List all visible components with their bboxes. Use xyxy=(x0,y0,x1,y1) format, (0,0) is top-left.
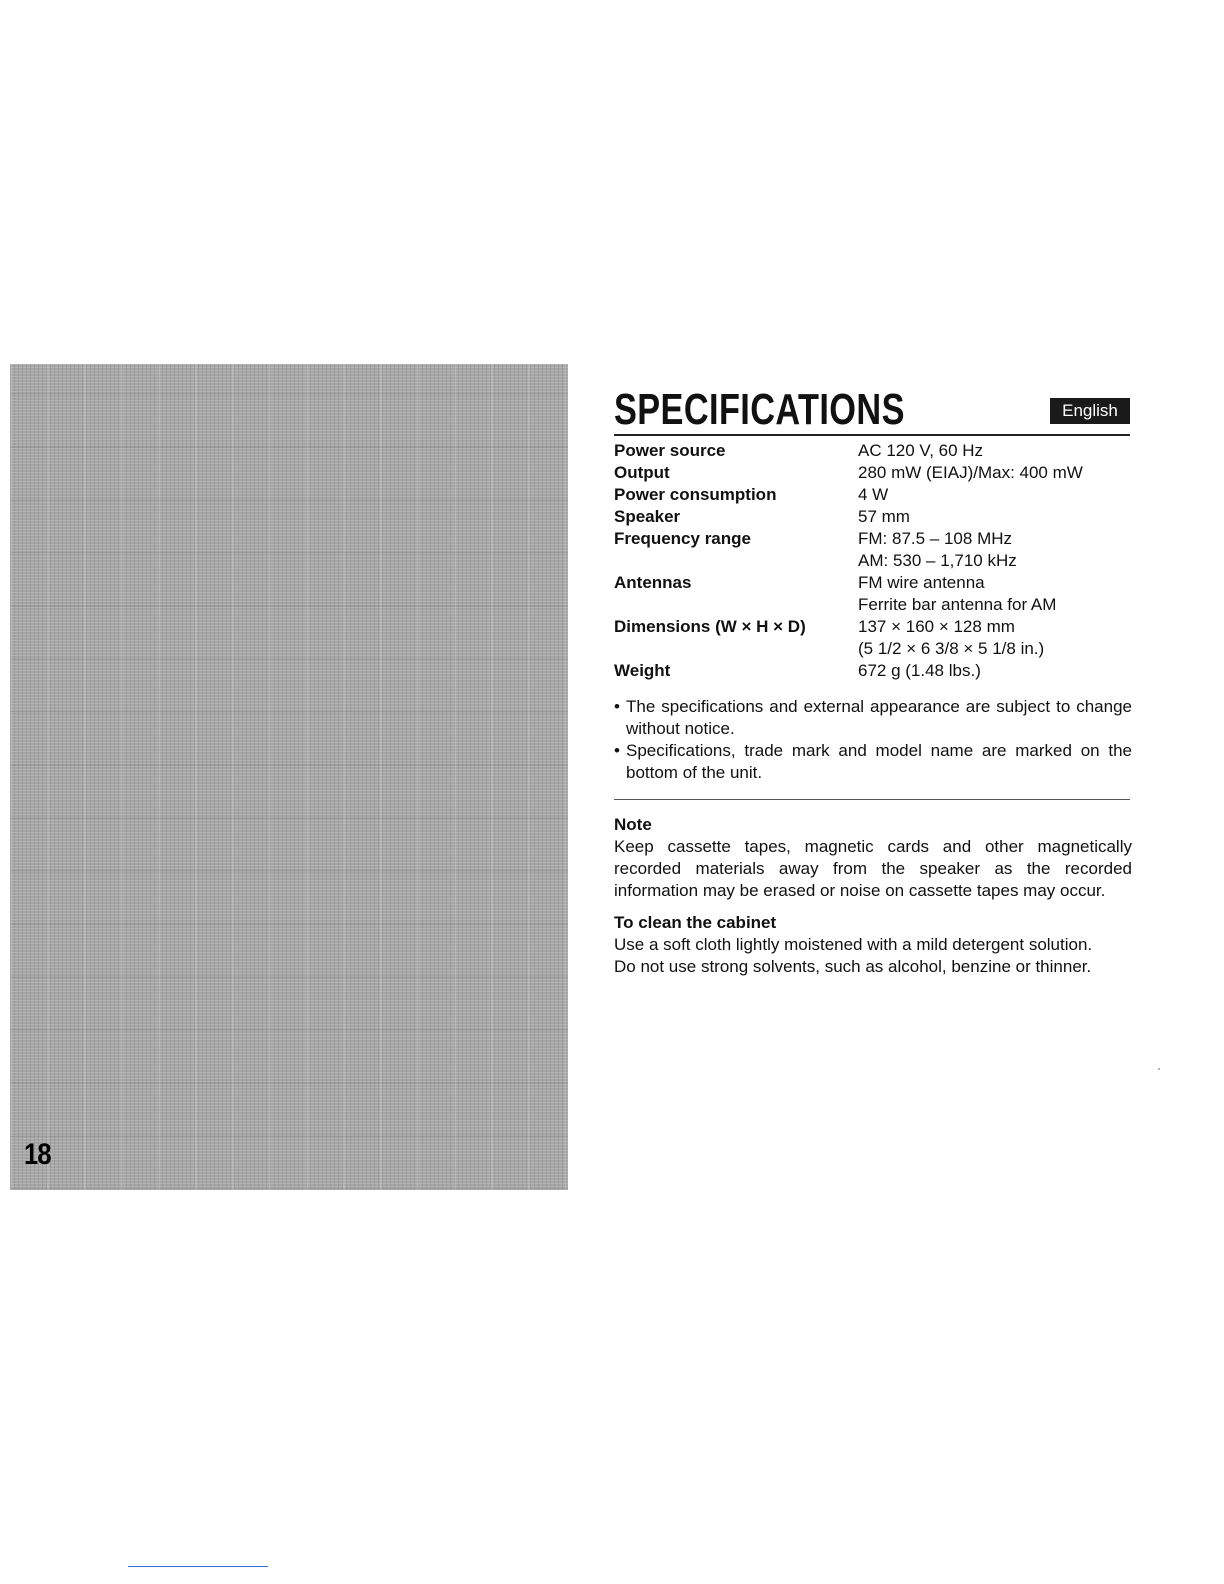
spec-label: Output xyxy=(614,463,670,482)
cleaning-text: Do not use strong solvents, such as alcohol, benzine or thinner. xyxy=(614,957,1092,976)
spec-value-line: 57 mm xyxy=(858,507,910,526)
spec-value xyxy=(858,440,983,462)
spec-value-line: 280 mW (EIAJ)/Max: 400 mW xyxy=(858,463,1083,482)
spec-label: Antennas xyxy=(614,573,692,592)
spec-value-line: AC 120 V, 60 Hz xyxy=(858,441,984,460)
spec-value xyxy=(858,660,981,682)
notes-section xyxy=(614,814,1132,978)
spec-value xyxy=(858,506,910,528)
list-item xyxy=(614,740,1132,784)
spec-notes-list xyxy=(614,696,1132,784)
spec-value xyxy=(858,484,888,506)
note-heading: Note xyxy=(614,815,652,834)
divider xyxy=(614,799,1130,800)
scan-speck xyxy=(1158,1068,1160,1070)
spec-label: Power source xyxy=(614,441,726,460)
spec-label: Power consumption xyxy=(614,485,777,504)
language-badge: English xyxy=(1050,398,1130,424)
spec-value-line: FM wire antenna xyxy=(858,573,985,592)
specifications-table xyxy=(614,440,1134,682)
spec-row-frequency-range xyxy=(614,528,1134,572)
spec-value xyxy=(858,462,1083,484)
spec-row-power-consumption xyxy=(614,484,1134,506)
spec-row-speaker xyxy=(614,506,1134,528)
bullet-icon: • xyxy=(614,697,620,716)
list-item xyxy=(614,696,1132,740)
spec-value-line: Ferrite bar antenna for AM xyxy=(858,595,1057,614)
list-item-text: The specifications and external appearance are subject to change without notice. xyxy=(626,697,1132,738)
section-header xyxy=(614,386,1130,436)
list-item-text: Specifications, trade mark and model name are marked on the bottom of the unit. xyxy=(626,741,1132,782)
page-number: 18 xyxy=(24,1138,51,1171)
spec-value xyxy=(858,572,1056,616)
spec-row-power-source xyxy=(614,440,1134,462)
spec-value-line: (5 1/2 × 6 3/8 × 5 1/8 in.) xyxy=(858,639,1045,658)
spec-row-output xyxy=(614,462,1134,484)
spec-label: Weight xyxy=(614,661,671,680)
note-text: Keep cassette tapes, magnetic cards and other magnetically recorded materials away from the speaker as the recorded information may be erased or noise on cassette tapes may occur. xyxy=(614,837,1132,900)
spec-value-line: FM: 87.5 – 108 MHz xyxy=(858,529,1013,548)
spec-label: Frequency range xyxy=(614,529,751,548)
spec-label: Dimensions (W × H × D) xyxy=(614,617,806,636)
spec-value xyxy=(858,616,1044,660)
spec-value-line: 672 g (1.48 lbs.) xyxy=(858,661,981,680)
spec-value xyxy=(858,528,1017,572)
cleaning-text: Use a soft cloth lightly moistened with a mild detergent solution. xyxy=(614,935,1093,954)
spec-row-antennas xyxy=(614,572,1134,616)
bullet-icon: • xyxy=(614,741,620,760)
spec-value-line: AM: 530 – 1,710 kHz xyxy=(858,551,1017,570)
decorative-side-panel xyxy=(10,364,568,1190)
cleaning-heading: To clean the cabinet xyxy=(614,913,777,932)
spec-value-line: 4 W xyxy=(858,485,889,504)
spec-value-line: 137 × 160 × 128 mm xyxy=(858,617,1015,636)
spec-row-weight xyxy=(614,660,1134,682)
page-title: SPECIFICATIONS xyxy=(614,385,905,434)
spec-label: Speaker xyxy=(614,507,681,526)
footer-rule xyxy=(128,1566,268,1567)
spec-row-dimensions xyxy=(614,616,1134,660)
